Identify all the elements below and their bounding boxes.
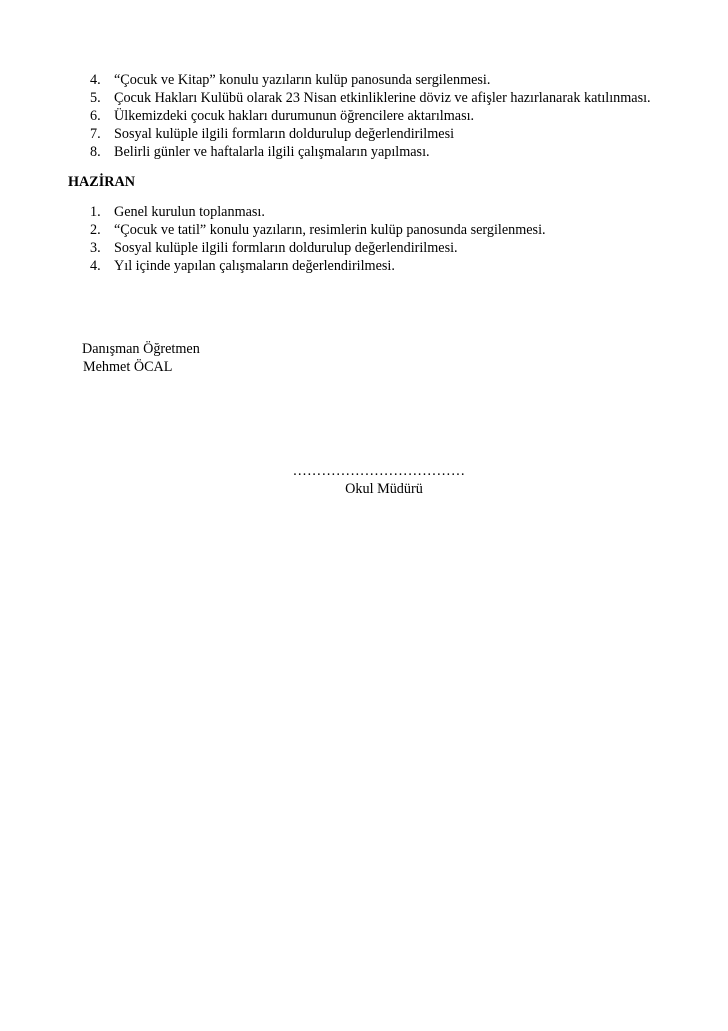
item-number: 4. [90,72,101,88]
signature-line: ……………………………… [292,463,466,479]
item-text: Belirli günler ve haftalarla ilgili çalışmaların yapılması. [114,144,430,160]
item-number: 1. [90,204,101,220]
list-item [90,107,651,125]
list-item [90,203,546,221]
item-text: Genel kurulun toplanması. [114,204,265,220]
teacher-name: Mehmet ÖCAL [83,359,173,375]
list-item [90,257,546,275]
item-number: 5. [90,90,101,106]
principal-signature-block [284,462,474,498]
item-number: 4. [90,258,101,274]
teacher-signature-block [82,340,200,376]
item-text: “Çocuk ve tatil” konulu yazıların, resimlerin kulüp panosunda sergilenmesi. [114,222,546,238]
item-text: Çocuk Hakları Kulübü olarak 23 Nisan etkinliklerine döviz ve afişler hazırlanarak katılınması. [114,90,651,106]
list-item [90,143,651,161]
item-number: 3. [90,240,101,256]
item-number: 8. [90,144,101,160]
activity-list-june [90,203,546,275]
item-text: “Çocuk ve Kitap” konulu yazıların kulüp panosunda sergilenmesi. [114,72,491,88]
item-text: Yıl içinde yapılan çalışmaların değerlendirilmesi. [114,258,395,274]
list-item [90,239,546,257]
principal-title: Okul Müdürü [345,481,423,497]
list-item [90,71,651,89]
item-number: 2. [90,222,101,238]
item-text: Sosyal kulüple ilgili formların doldurulup değerlendirilmesi [114,126,455,142]
list-item [90,125,651,143]
list-item [90,89,651,107]
item-number: 7. [90,126,101,142]
list-item [90,221,546,239]
item-number: 6. [90,108,101,124]
teacher-title: Danışman Öğretmen [82,341,200,357]
item-text: Ülkemizdeki çocuk hakları durumunun öğrencilere aktarılması. [114,108,475,124]
item-text: Sosyal kulüple ilgili formların doldurulup değerlendirilmesi. [114,240,458,256]
section-heading-june: HAZİRAN [68,174,136,190]
activity-list-may [90,71,651,161]
